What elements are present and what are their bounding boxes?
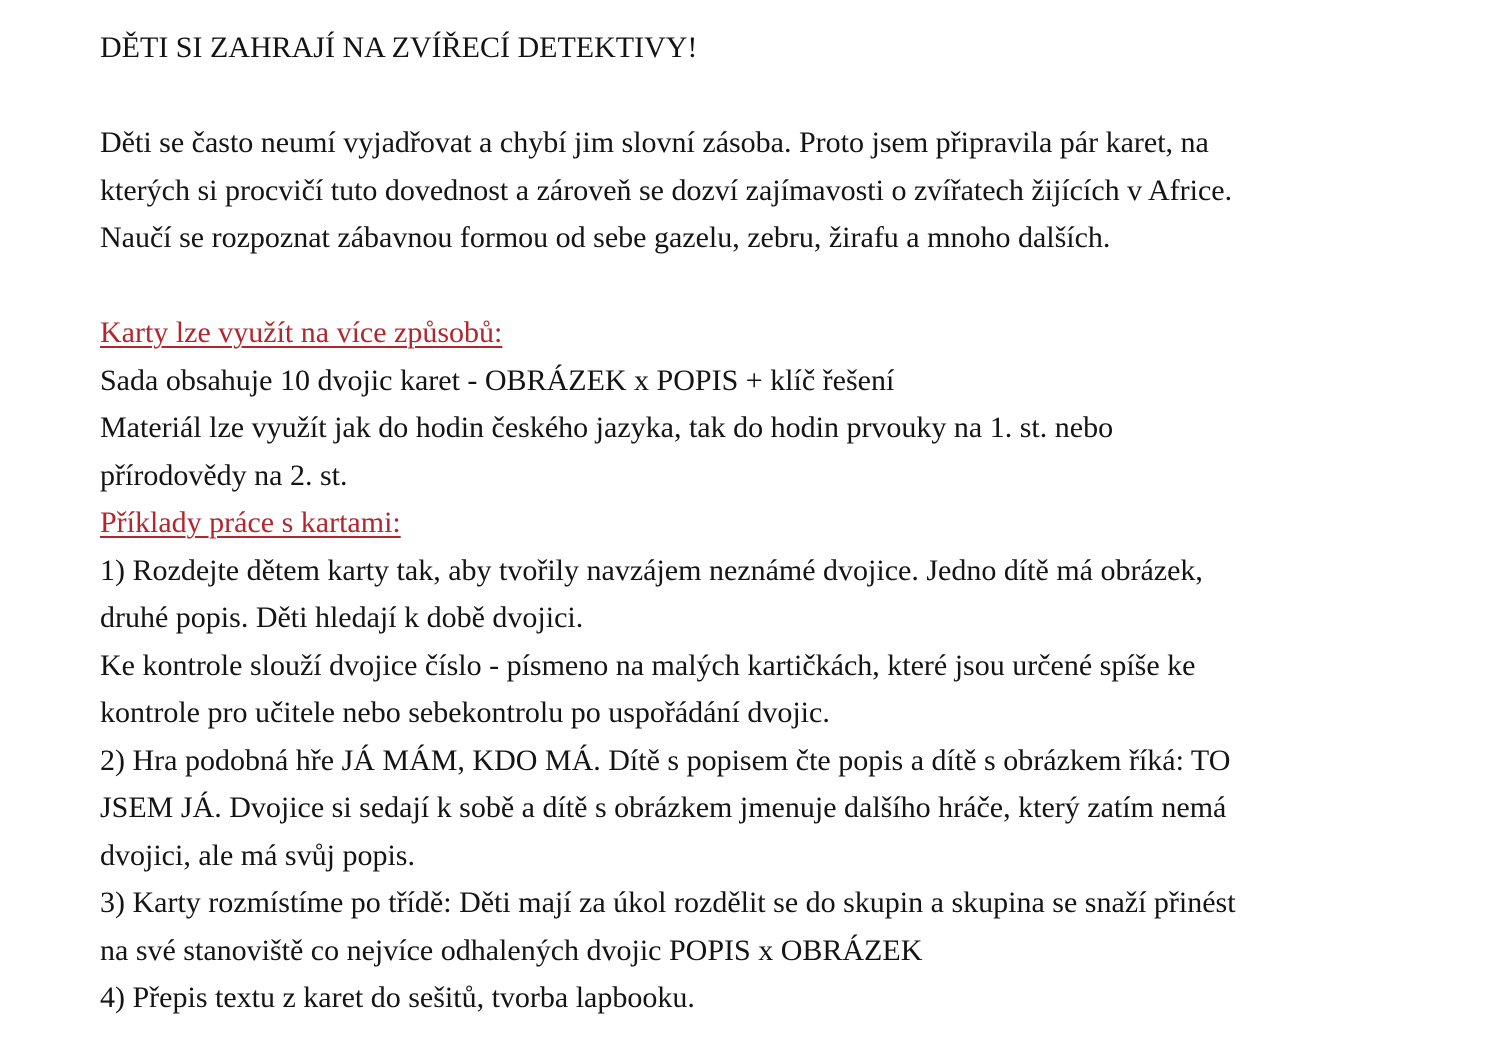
examples-section <box>100 499 1420 1022</box>
usage-line: přírodovědy na 2. st. <box>100 458 348 492</box>
examples-line: 3) Karty rozmístíme po třídě: Děti mají za úkol rozdělit se do skupin a skupina se snaží přinést <box>100 886 1236 919</box>
examples-line: kontrole pro učitele nebo sebekontrolu po uspořádání dvojic. <box>100 696 830 729</box>
spacer <box>100 262 1420 310</box>
examples-line: 4) Přepis textu z karet do sešitů, tvorba lapbooku. <box>100 981 695 1014</box>
document-title: DĚTI SI ZAHRAJÍ NA ZVÍŘECÍ DETEKTIVY! <box>100 31 698 64</box>
usage-heading <box>100 309 1420 357</box>
intro-line: Naučí se rozpoznat zábavnou formou od sebe gazelu, zebru, žirafu a mnoho dalších. <box>100 221 1111 254</box>
examples-line: na své stanoviště co nejvíce odhalených dvojic POPIS x OBRÁZEK <box>100 933 923 967</box>
examples-line: druhé popis. Děti hledají k době dvojici. <box>100 601 584 634</box>
document-body <box>100 24 1420 1022</box>
usage-heading-text: Karty lze využít na více způsobů: <box>100 316 503 349</box>
intro-line: Děti se často neumí vyjadřovat a chybí jim slovní zásoba. Proto jsem připravila pár karet, na <box>100 126 1209 159</box>
intro-line: kterých si procvičí tuto dovednost a zároveň se dozví zajímavosti o zvířatech žijících v Africe. <box>100 173 1233 207</box>
examples-heading-text: Příklady práce s kartami: <box>100 506 401 539</box>
examples-line: 1) Rozdejte dětem karty tak, aby tvořily navzájem neznámé dvojice. Jedno dítě má obrázek, <box>100 553 1203 587</box>
intro-paragraph <box>100 119 1420 262</box>
examples-line: JSEM JÁ. Dvojice si sedají k sobě a dítě s obrázkem jmenuje dalšího hráče, který zatím nemá <box>100 791 1227 824</box>
examples-heading <box>100 499 1420 547</box>
examples-line: 2) Hra podobná hře JÁ MÁM, KDO MÁ. Dítě s popisem čte popis a dítě s obrázkem říká: TO <box>100 743 1231 777</box>
usage-line: Sada obsahuje 10 dvojic karet - OBRÁZEK x POPIS + klíč řešení <box>100 363 895 397</box>
usage-line: Materiál lze využít jak do hodin českého jazyka, tak do hodin prvouky na 1. st. nebo <box>100 411 1114 444</box>
examples-line: dvojici, ale má svůj popis. <box>100 838 415 872</box>
spacer <box>100 72 1420 120</box>
usage-section <box>100 309 1420 499</box>
examples-line: Ke kontrole slouží dvojice číslo - písmeno na malých kartičkách, které jsou určené spíše ke <box>100 648 1196 682</box>
